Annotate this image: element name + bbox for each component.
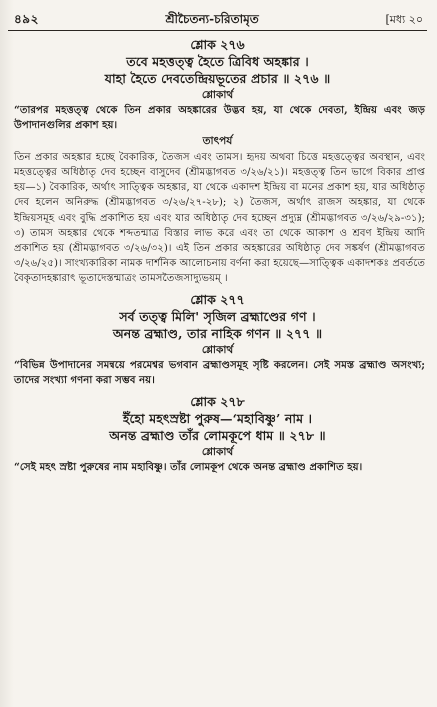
verse-277-translation: “বিভিন্ন উপাদানের সমন্বয়ে পরমেশ্বর ভগবান ব্রহ্মাণ্ডসমূহ সৃষ্টি করলেন। সেই সমস্ত ব্রহ্মাণ্ড অসংখ্য; তাদের সংখ্যা গণনা করা সম্ভব নয়। [14, 359, 425, 387]
page-header [8, 12, 427, 31]
verse-276-line-2: যাহা হৈতে দেবতেন্দ্রিয়ভূতের প্রচার ॥ ২৭৬ ॥ [104, 71, 331, 86]
verse-276-purport-label: তাৎপর্য [202, 135, 233, 148]
verse-276-label: শ্লোক ২৭৬ [190, 37, 245, 52]
verse-276-purport: তিন প্রকার অহঙ্কার হচ্ছে বৈকারিক, তৈজস এবং তামস। হৃদয় অথবা চিত্তে মহত্তত্ত্বের অবস্থান, এবং মহত্তত্ত্বের অধিষ্ঠাতৃ দেব হচ্ছেন বাসুদেব (শ্রীমদ্ভাগবত ৩/২৬/২১)। মহত্তত্ত্ব তিন ভাগে বিকার প্রাপ্ত হয়—১) বৈকারিক, অর্থাৎ সাত্ত্বিক অহঙ্কার, যা থেকে একাদশ ইন্দ্রিয় বা মনের প্রকাশ হয়, যার অধিষ্ঠাতৃ দেব হলেন অনিরুদ্ধ (শ্রীমদ্ভাগবত ৩/২৬/২৭-২৮); ২) তৈজস, অর্থাৎ রাজস অহঙ্কার, যা থেকে ইন্দ্রিয়সমূহ এবং বুদ্ধি প্রকাশিত হয় এবং যার অধিষ্ঠাতৃ দেব হচ্ছেন প্রদ্যুম্ন (শ্রীমদ্ভাগবত ৩/২৬/২৯-৩১); ৩) তামস অহঙ্কার থেকে শব্দতন্মাত্র বিস্তার লাভ করে এবং তা থেকে আকাশ ও শ্রবণ ইন্দ্রিয় আদি প্রকাশিত হয় (শ্রীমদ্ভাগবত ৩/২৬/৩২)। এই তিন প্রকার অহঙ্কারের অধিষ্ঠাতৃ দেব সঙ্কর্ষণ (শ্রীমদ্ভাগবত ৩/২৬/২৫)। সাংখ্যকারিকা নামক দার্শনিক আলোচনায় বর্ণনা করা হয়েছে—সাত্ত্বিক একাদশকঃ প্রবর্ততে বৈকৃতাদহঙ্কারাৎ ভূতাদেস্তন্মাত্রং তামসতৈজসাদ্যুভয়ম্ । [14, 152, 425, 284]
verse-278-line-2: অনন্ত ব্রহ্মাণ্ড তাঁর লোমকূপে ধাম ॥ ২৭৮ ॥ [109, 428, 326, 444]
verse-278-translation: “সেই মহৎ স্রষ্টা পুরুষের নাম মহাবিষ্ণু। তাঁর লোমকূপ থেকে অনন্ত ব্রহ্মাণ্ড প্রকাশিত হয়। [14, 461, 363, 474]
page-number: ৪৯২ [14, 12, 39, 26]
verse-277-label: শ্লোক ২৭৭ [190, 292, 245, 308]
verse-278-translation-label: শ্লোকার্থ [201, 446, 234, 459]
chapter-marker: [মধ্য ২০ [385, 13, 423, 26]
verse-277-translation-label: শ্লোকার্থ [201, 344, 234, 357]
book-title: শ্রীচৈতন্য-চরিতামৃত [165, 12, 259, 26]
verse-277-line-2: অনন্ত ব্রহ্মাণ্ড, তার নাহিক গণন ॥ ২৭৭ ॥ [112, 326, 323, 342]
verse-277-line-1: সর্ব তত্ত্ব মিলি' সৃজিল ব্রহ্মাণ্ডের গণ । [119, 309, 316, 325]
verse-278-label: শ্লোক ২৭৮ [190, 394, 245, 410]
verse-278-line-1: ইঁহো মহৎস্রষ্টা পুরুষ—‘মহাবিষ্ণু’ নাম । [122, 411, 313, 427]
verse-276-translation-label: শ্লোকার্থ [201, 89, 234, 101]
verse-276-line-1: তবে মহত্তত্ত্ব হৈতে ত্রিবিধ অহঙ্কার । [126, 54, 309, 69]
verse-276-translation: “তারপর মহত্তত্ত্ব থেকে তিন প্রকার অহঙ্কারের উদ্ভব হয়, যা থেকে দেবতা, ইন্দ্রিয় এবং জড় উপাদানগুলির প্রকাশ হয়। [14, 104, 425, 132]
